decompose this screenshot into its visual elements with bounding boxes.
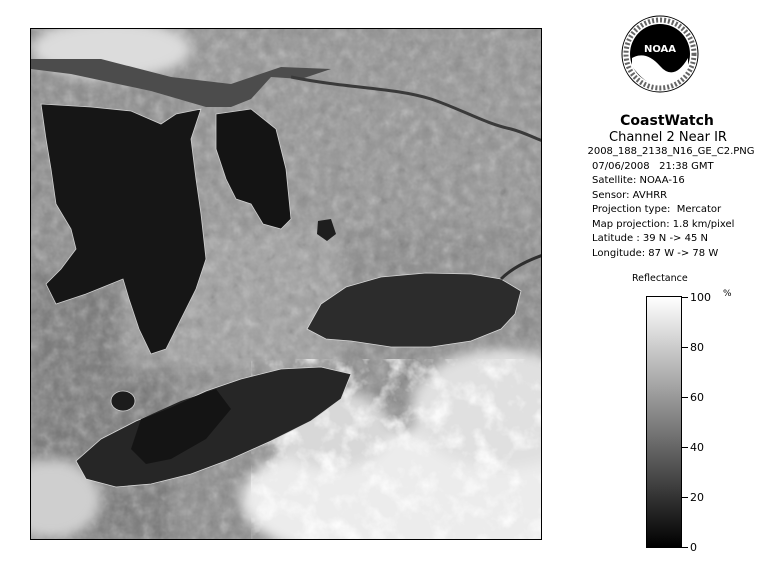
reflectance-colorbar: [646, 296, 682, 548]
map-projection: Map projection: 1.8 km/pixel: [592, 218, 735, 230]
tick-mark: [682, 447, 688, 448]
tick-mark: [682, 347, 688, 348]
tick-label: 60: [690, 391, 704, 404]
tick-mark: [682, 547, 688, 548]
satellite-image: [30, 28, 542, 540]
datetime: 07/06/2008 21:38 GMT: [592, 160, 714, 172]
filename: 2008_188_2138_N16_GE_C2.PNG: [587, 146, 755, 157]
sensor: Sensor: AVHRR: [592, 189, 668, 201]
logo-text: NOAA: [643, 44, 677, 55]
tick-mark: [682, 397, 688, 398]
satellite-image-svg: [31, 29, 542, 540]
tick-label: 80: [690, 341, 704, 354]
noaa-seal-icon: [620, 14, 700, 94]
satellite: Satellite: NOAA-16: [592, 175, 685, 186]
tick-label: 0: [690, 541, 697, 554]
projection-type: Projection type: Mercator: [592, 204, 722, 215]
tick-label: 100: [690, 291, 711, 304]
channel-label: Channel 2 Near IR: [609, 130, 727, 145]
longitude: Longitude: 87 W -> 78 W: [592, 247, 719, 259]
tick-mark: [682, 497, 688, 498]
tick-label: 40: [690, 441, 704, 454]
brand-title: CoastWatch: [620, 113, 714, 129]
tick-mark: [682, 297, 688, 298]
legend-title: Reflectance: [632, 273, 688, 284]
latitude: Latitude : 39 N -> 45 N: [592, 233, 708, 244]
legend-unit: %: [723, 289, 732, 299]
noaa-logo: [620, 14, 700, 94]
image-info: [560, 112, 782, 261]
tick-label: 20: [690, 491, 704, 504]
lake-st-clair: [111, 391, 135, 411]
